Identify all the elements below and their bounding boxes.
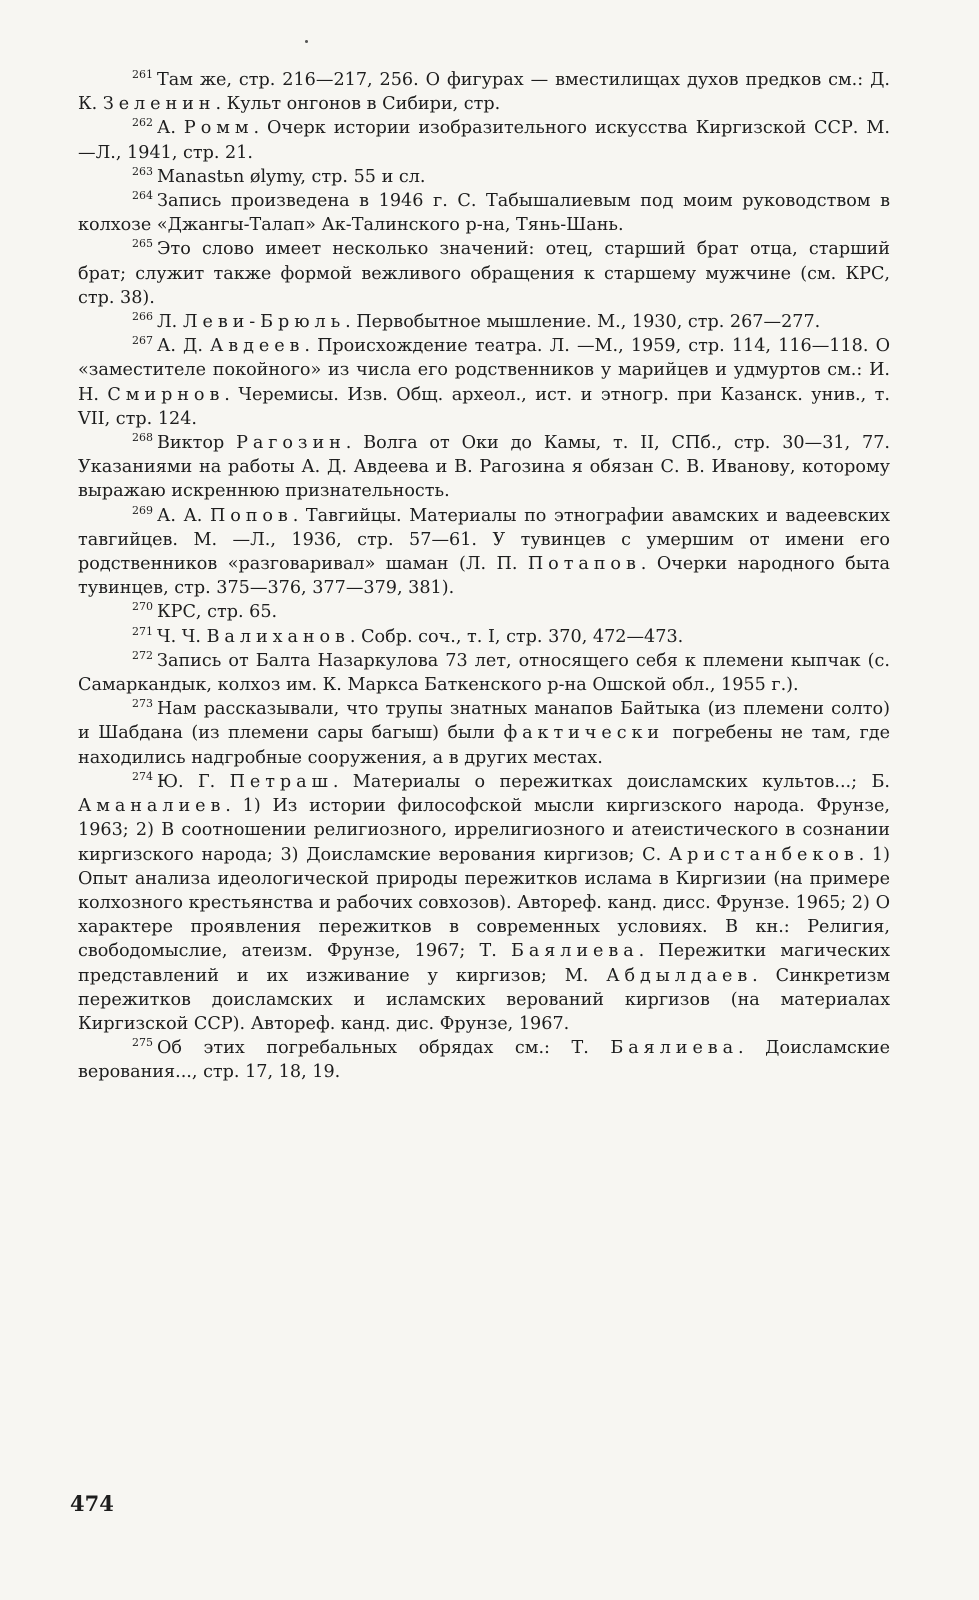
footnote-text: . Синкретизм пережитков доисламских и исламских верований киргизов (на материалах Киргизской ССР). Автореф. канд. дис. Фрунзе, 1967. [78,965,890,1034]
author-name: Аристанбеков [668,844,859,865]
footnote-text: Ч. Ч. [157,626,207,647]
footnote-number: 272 [132,648,153,662]
author-name: Валиханов [206,626,350,647]
footnote-261 [78,68,890,116]
author-name: Абдылдаев [606,965,753,986]
footnote-number: 267 [132,334,153,348]
footnote-273 [78,697,890,770]
author-name: Баялиева [610,1038,739,1059]
footnote-272 [78,649,890,697]
footnote-text: . Волга от Оки до Камы, т. II, СПб., стр. 30—31, 77. Указаниями на работы А. Д. Авдеева и В. Рагозина я обязан С. В. Иванову, которому выражаю искреннюю признательность. [78,433,890,502]
footnote-text: . Собр. соч., т. I, стр. 370, 472—473. [349,626,684,647]
footnote-text: Это слово имеет несколько значений: отец, старший брат отца, старший брат; служит также формой вежливого обращения к старшему мужчине (см. КРС, стр. 38). [78,239,890,308]
ink-speck [305,40,308,43]
footnote-text: . Очерк истории изобразительного искусства Киргизской ССР. М. —Л., 1941, стр. 21. [78,118,891,163]
footnote-number: 274 [132,769,153,783]
footnote-text: А. [157,118,184,139]
page-number: 474 [70,1491,114,1516]
footnote-265 [78,237,890,310]
author-name: Ромм [183,118,254,139]
footnote-267 [78,334,890,431]
footnote-275 [78,1036,890,1084]
footnote-number: 270 [132,600,153,614]
footnote-number: 263 [132,164,153,178]
footnote-number: 275 [132,1036,153,1050]
author-name: Авдеев [210,336,305,357]
footnote-271 [78,625,890,649]
footnote-270 [78,600,890,624]
footnote-text: Запись от Балта Назаркулова 73 лет, относящего себя к племени кыпчак (с. Самаркандык, колхоз им. К. Маркса Баткенского р-на Ошской обл., 1955 г.). [78,650,890,696]
footnotes-list [78,68,890,1085]
footnote-text: . Первобытное мышление. М., 1930, стр. 267—277. [345,312,821,333]
footnote-text: А. Д. [157,336,211,357]
footnote-number: 264 [132,189,153,203]
footnote-number: 266 [132,310,153,324]
footnote-text: погребены не там, где находились надгробные сооружения, а в других местах. [78,723,891,768]
footnote-266 [78,310,890,334]
footnote-number: 262 [132,116,153,130]
footnote-number: 273 [132,697,153,711]
footnote-text: Л. [157,312,183,333]
footnote-text: . Пережитки магических представлений и их изживание у киргизов; М. [78,941,890,986]
footnote-number: 261 [132,68,153,81]
footnote-269 [78,504,890,601]
footnote-text: . Очерки народного быта тувинцев, стр. 375—376, 377—379, 381). [78,554,890,599]
footnote-text: . Доисламские верования..., стр. 17, 18, 19. [78,1038,890,1083]
footnote-274 [78,770,890,1036]
author-name: Леви-Брюль [182,312,346,333]
footnote-number: 265 [132,237,153,251]
footnote-264 [78,189,890,237]
footnote-263 [78,165,890,189]
footnote-text: . Тавгийцы. Материалы по этнографии авамских и вадеевских тавгийцев. М. —Л., 1936, стр. 57—61. У тувинцев с умершим от имени его родственников «разговаривал» шаман (Л. П. [78,505,890,575]
footnote-text: Нам рассказывали, что трупы знатных манапов Байтыка (из племени солто) и Шабдана (из племени сары багыш) были [78,699,890,744]
author-name: Смирнов [107,384,225,405]
author-name: Рагозин [236,433,346,454]
footnote-text: Там же, стр. 216—217, 256. О фигурах — вместилищах духов предков см.: Д. К. [78,70,890,115]
footnote-number: 269 [132,503,153,517]
author-name: фактически [503,723,665,744]
author-name: Петраш [229,771,333,792]
footnote-text: . 1) Опыт анализа идеологической природы пережитков ислама в Киргизии (на примере колхозного крестьянства и рабочих совхозов). Автореф. канд. дисс. Фрунзе. 1965; 2) О характере проявления пережитков в современных условиях. В кн.: Религия, свободомыслие, атеизм. Фрунзе, 1967; Т. [78,844,890,962]
footnote-text: . Культ онгонов в Сибири, стр. [215,94,501,115]
footnote-text: Manastьn ølymy, стр. 55 и сл. [157,166,426,187]
footnote-text: . Черемисы. Изв. Общ. археол., ист. и этногр. при Казанск. унив., т. VII, стр. 124. [78,384,890,429]
footnote-text: . 1) Из истории философской мысли киргизского народа. Фрунзе, 1963; 2) В соотношении религиозного, иррелигиозного и атеистического в сознании киргизского народа; 3) Доисламские верования киргизов; С. [78,796,890,865]
footnote-number: 271 [132,624,153,638]
footnote-text: А. А. [157,505,210,526]
footnote-text: . Материалы о пережитках доисламских культов...; Б. [332,771,891,792]
footnote-262 [78,116,890,164]
footnote-text: Виктор [157,433,237,454]
author-name: Зеленин [102,94,216,115]
author-name: Аманалиев [78,796,226,817]
author-name: Попов [209,505,293,526]
footnote-268 [78,431,890,504]
footnote-text: . Происхождение театра. Л. —М., 1959, стр. 114, 116—118. О «заместителе покойного» из числа его родственников у марийцев и удмуртов см.: И. Н. [78,336,890,405]
footnote-text: Об этих погребальных обрядах см.: Т. [157,1038,611,1059]
footnote-text: Ю. Г. [157,771,230,792]
footnote-text: КРС, стр. 65. [157,602,278,623]
footnote-number: 268 [132,431,153,445]
author-name: Баялиева [510,941,639,962]
footnote-text: Запись произведена в 1946 г. С. Табышалиевым под моим руководством в колхозе «Джангы-Талап» Ак-Талинского р-на, Тянь-Шань. [78,191,890,236]
author-name: Потапов [527,554,641,575]
